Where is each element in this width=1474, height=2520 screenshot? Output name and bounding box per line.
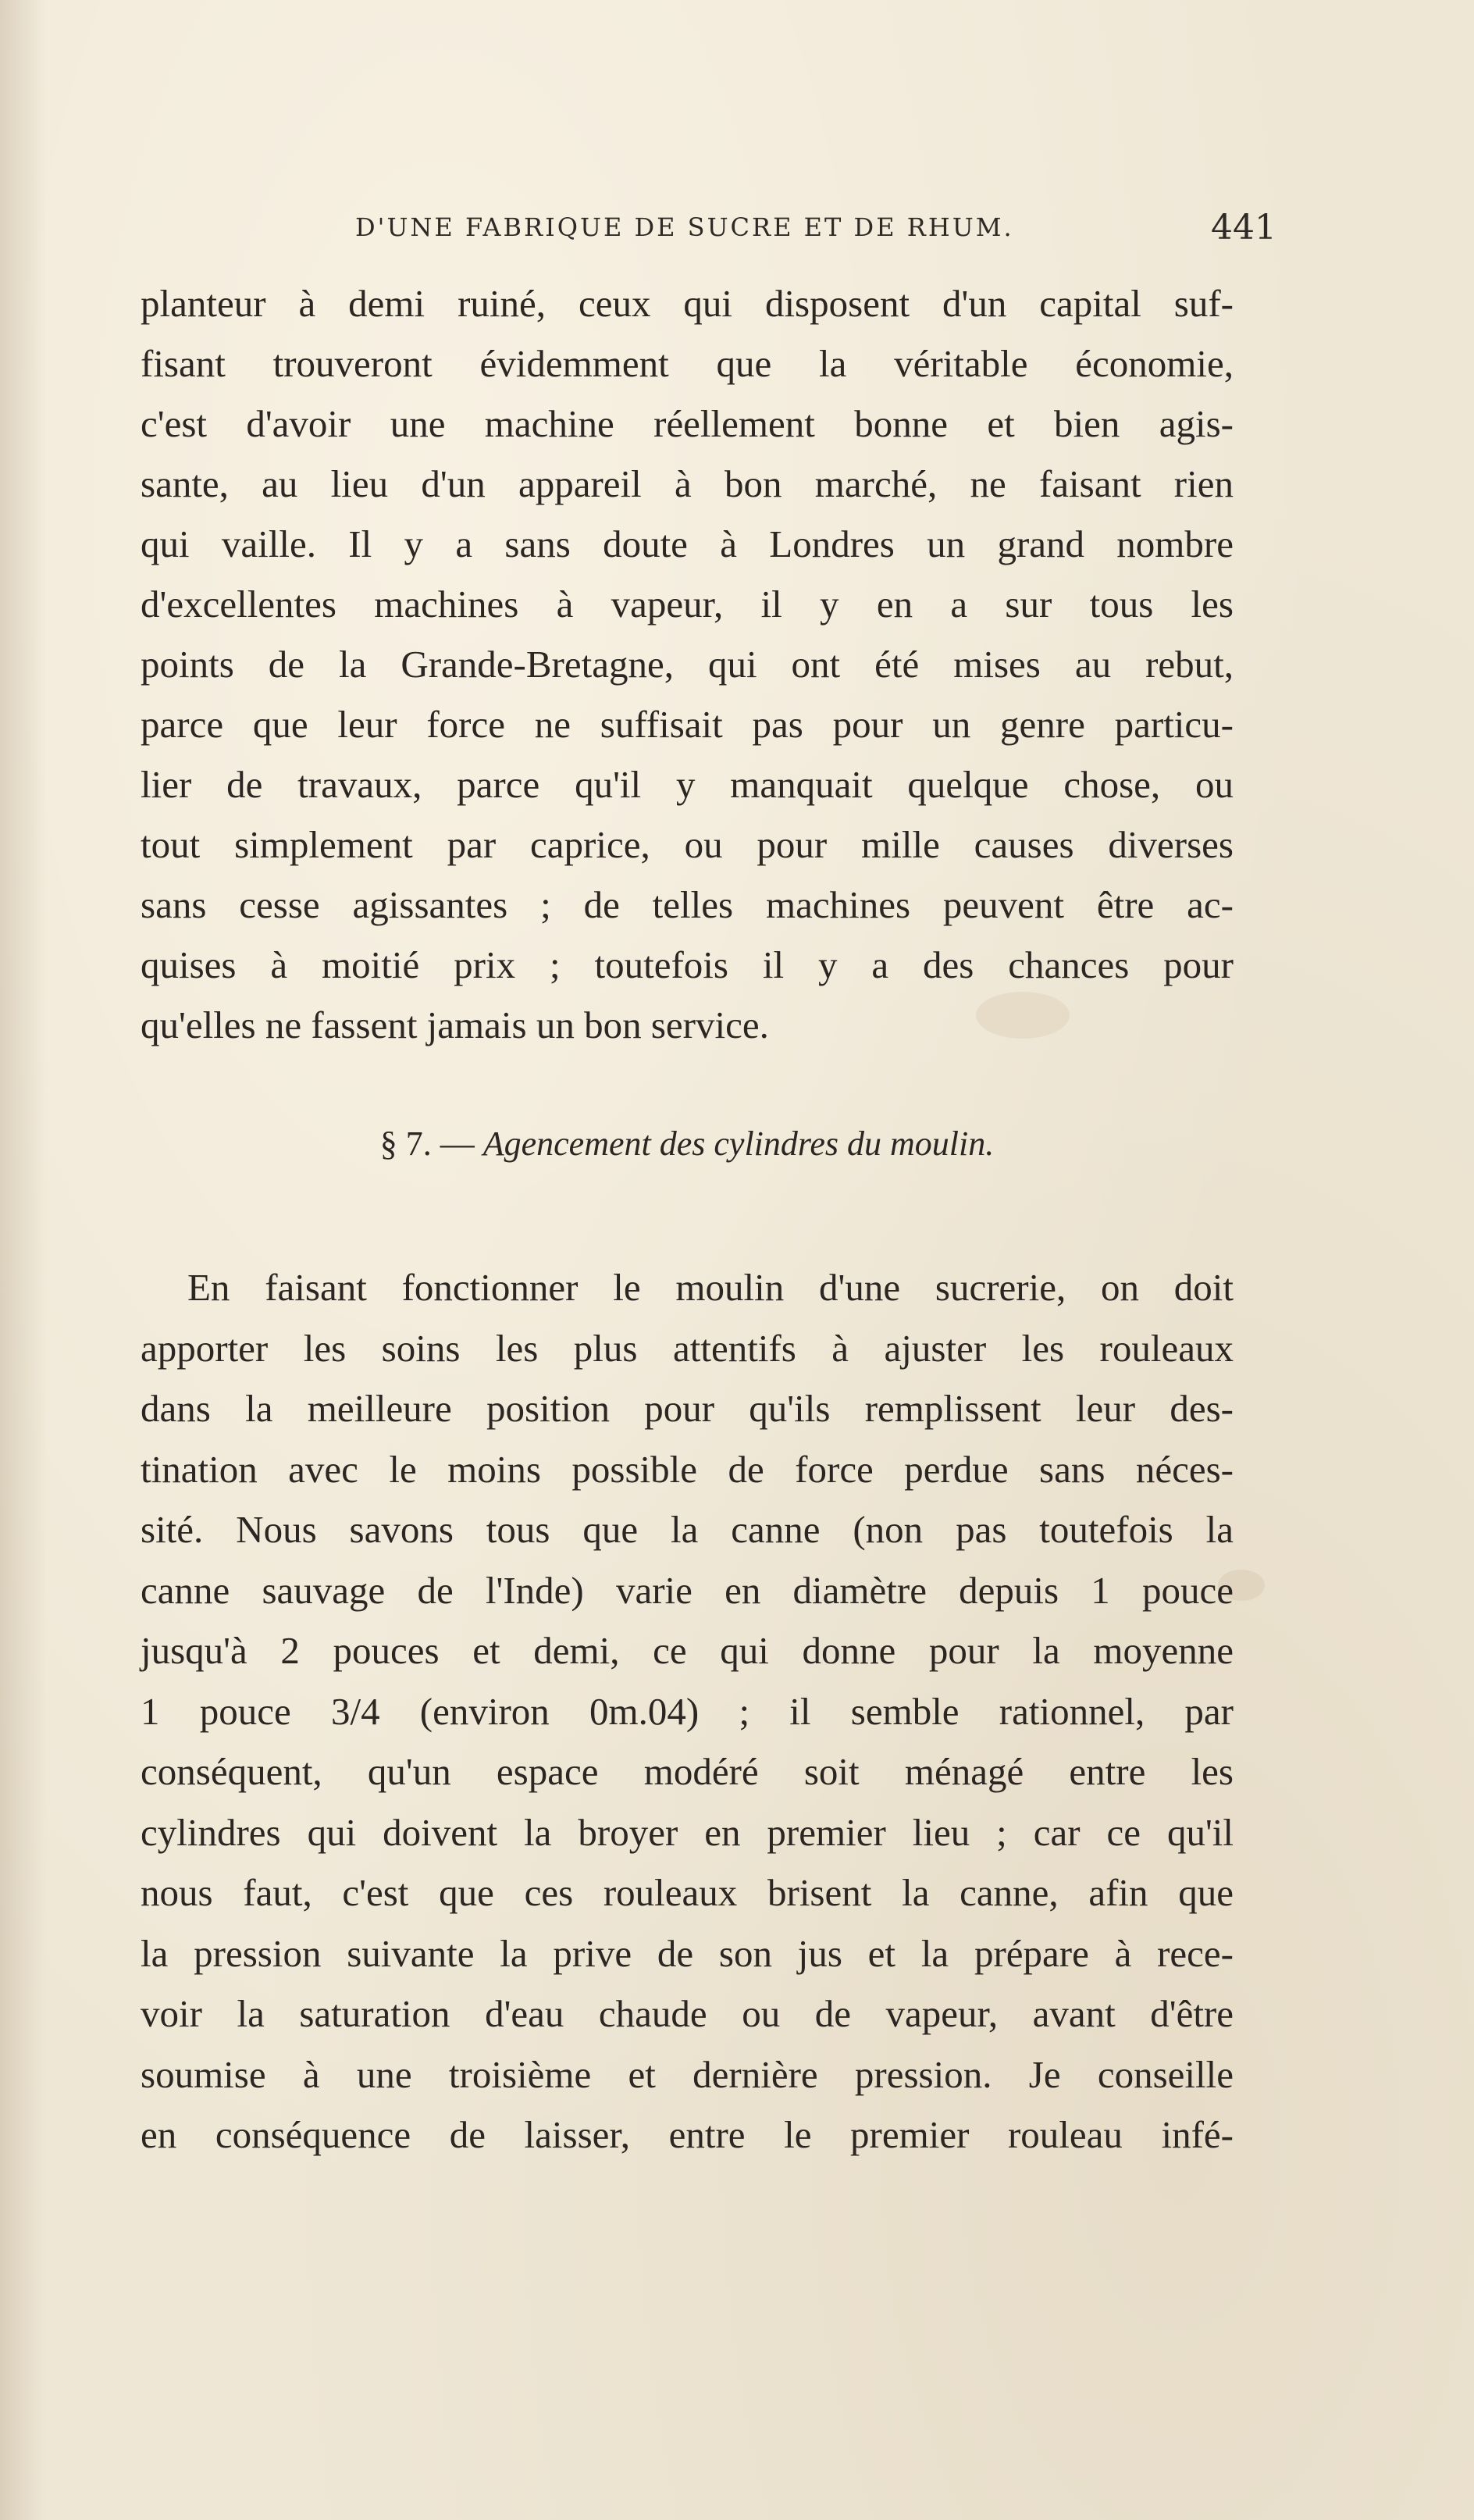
text-line: En faisant fonctionner le moulin d'une sucrerie, on doit: [187, 1266, 1234, 1309]
text-line: c'est d'avoir une machine réellement bonne et bien agis-: [141, 402, 1234, 445]
text-line: tination avec le moins possible de force perdue sans néces-: [141, 1447, 1234, 1491]
text-line: fisant trouveront évidemment que la véritable économie,: [141, 342, 1234, 385]
section-heading: [141, 1121, 1234, 1167]
text-line: cylindres qui doivent la broyer en premier lieu ; car ce qu'il: [141, 1810, 1234, 1854]
text-line: dans la meilleure position pour qu'ils remplissent leur des-: [141, 1387, 1234, 1430]
paragraph-2: [141, 1257, 1234, 2165]
text-line: sante, au lieu d'un appareil à bon marché, ne faisant rien: [141, 462, 1234, 505]
text-line: soumise à une troisième et dernière pression. Je conseille: [141, 2052, 1234, 2096]
text-line: sité. Nous savons tous que la canne (non pas toutefois la: [141, 1508, 1234, 1551]
text-line: d'excellentes machines à vapeur, il y en a sur tous les: [141, 583, 1234, 626]
text-line: 1 pouce 3/4 (environ 0m.04) ; il semble rationnel, par: [141, 1689, 1234, 1733]
page-number: 441: [1211, 208, 1276, 248]
text-line: apporter les soins les plus attentifs à ajuster les rouleaux: [141, 1326, 1234, 1370]
text-line: lier de travaux, parce qu'il y manquait quelque chose, ou: [141, 763, 1234, 806]
text-line: tout simplement par caprice, ou pour mille causes diverses: [141, 823, 1234, 866]
text-line: qui vaille. Il y a sans doute à Londres un grand nombre: [141, 522, 1234, 565]
text-line: parce que leur force ne suffisait pas pour un genre particu-: [141, 703, 1234, 746]
text-line: points de la Grande-Bretagne, qui ont été mises au rebut,: [141, 643, 1234, 686]
text-line: canne sauvage de l'Inde) varie en diamètre depuis 1 pouce: [141, 1568, 1234, 1612]
text-line: qu'elles ne fassent jamais un bon service.: [141, 1003, 769, 1046]
section-title: Agencement des cylindres du moulin.: [482, 1125, 995, 1163]
section-number: § 7. —: [379, 1125, 475, 1163]
text-line: nous faut, c'est que ces rouleaux brisent la canne, afin que: [141, 1871, 1234, 1914]
text-line: jusqu'à 2 pouces et demi, ce qui donne pour la moyenne: [141, 1629, 1234, 1672]
text-line: conséquent, qu'un espace modéré soit ménagé entre les: [141, 1750, 1234, 1793]
paragraph-1: [141, 273, 1234, 1055]
text-line: voir la saturation d'eau chaude ou de vapeur, avant d'être: [141, 1992, 1234, 2035]
running-head-title: D'UNE FABRIQUE DE SUCRE ET DE RHUM.: [355, 212, 1014, 242]
text-line: sans cesse agissantes ; de telles machines peuvent être ac-: [141, 883, 1234, 926]
text-line: en conséquence de laisser, entre le premier rouleau infé-: [141, 2113, 1234, 2156]
text-line: la pression suivante la prive de son jus et la prépare à rece-: [141, 1931, 1234, 1975]
gutter-shadow: [0, 0, 47, 2520]
text-line: planteur à demi ruiné, ceux qui disposent d'un capital suf-: [141, 282, 1234, 325]
text-line: quises à moitié prix ; toutefois il y a des chances pour: [141, 943, 1234, 986]
running-head: [355, 208, 1276, 259]
